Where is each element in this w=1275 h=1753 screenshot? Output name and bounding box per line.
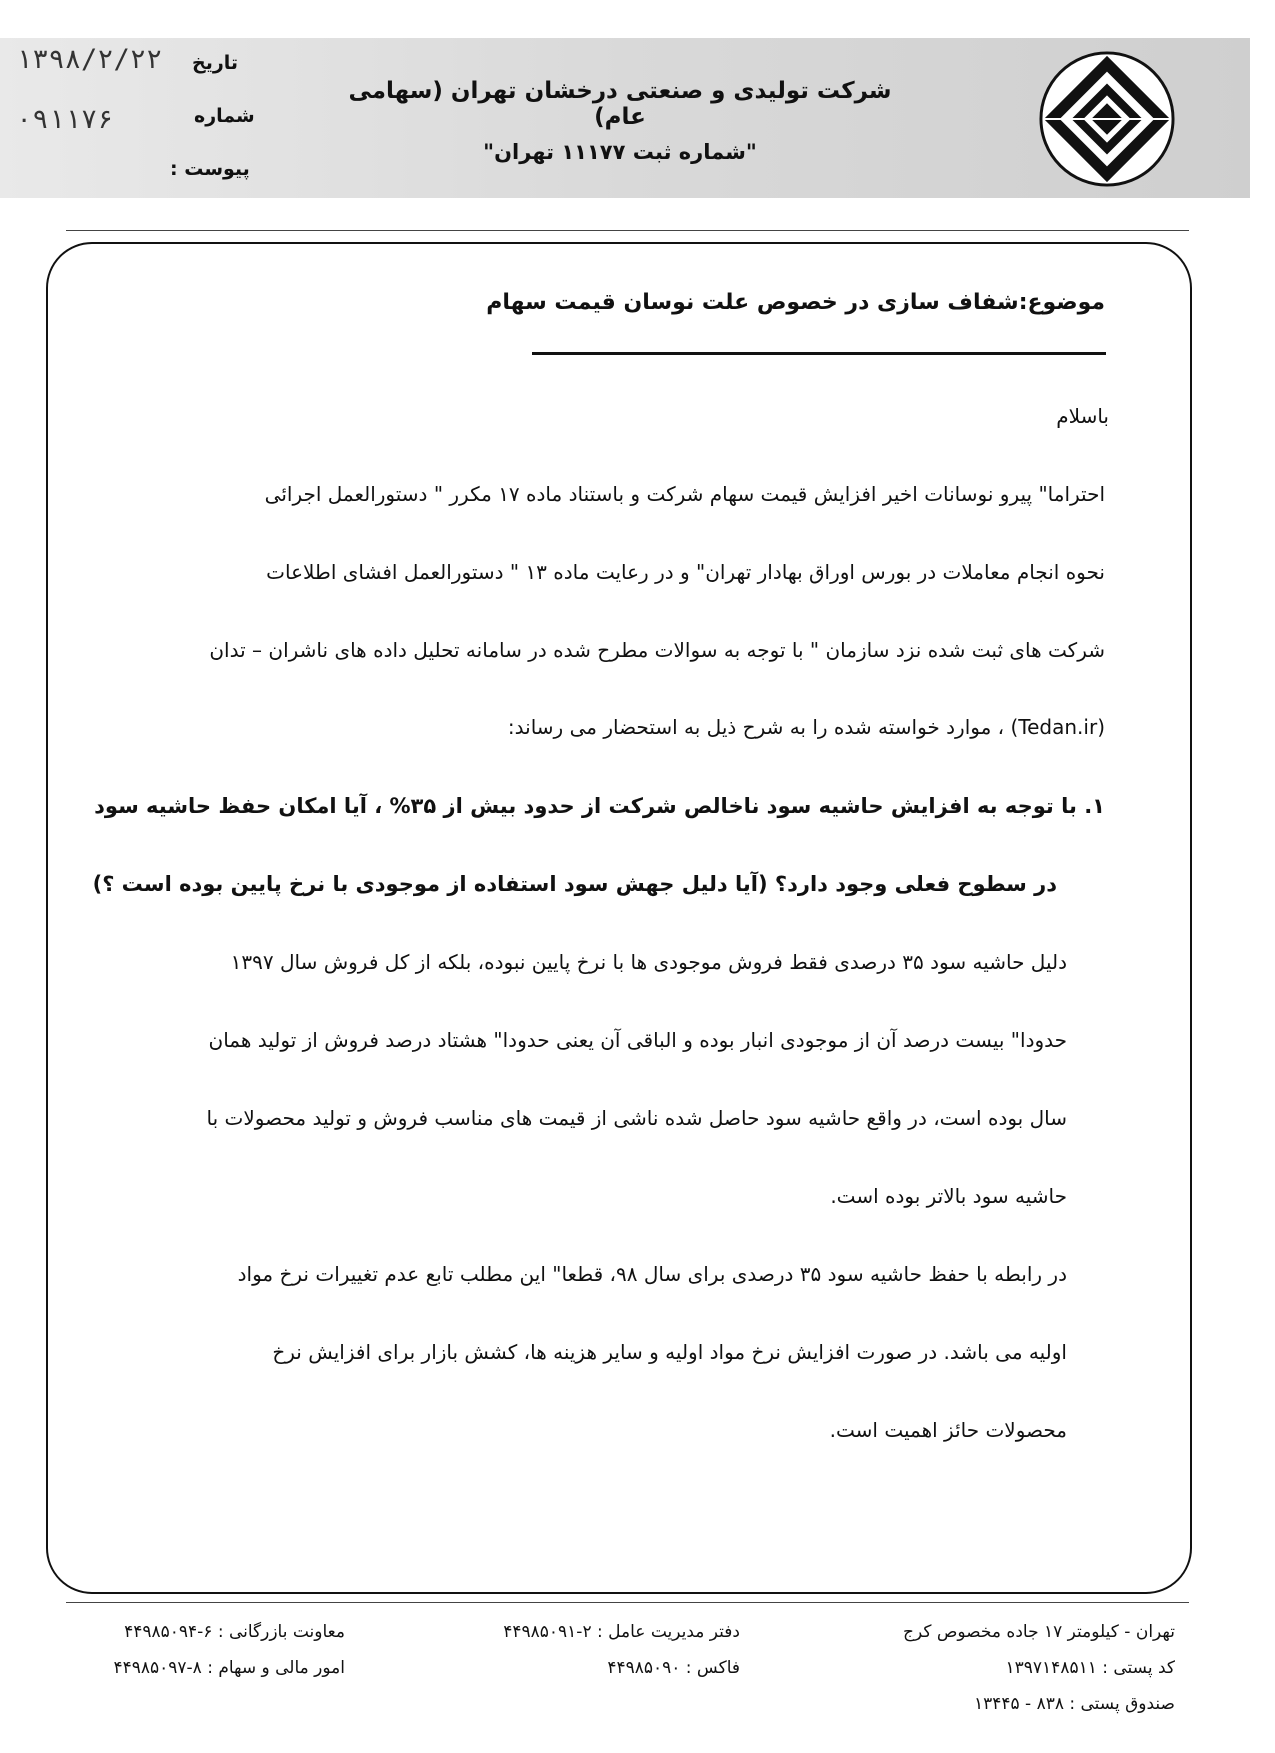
footer-fax: فاکس : ۴۴۹۸۵۰۹۰ [607, 1658, 740, 1678]
subject-line: موضوع:شفاف سازی در خصوص علت نوسان قیمت سهام [486, 290, 1105, 315]
date-value: ۱۳۹۸/۲/۲۲ [16, 44, 163, 75]
question-line-2: در سطوح فعلی وجود دارد؟ (آیا دلیل جهش سود استفاده از موجودی با نرخ پایین بوده است ؟) [92, 872, 1057, 896]
subject-underline [532, 352, 1106, 355]
header-divider [66, 230, 1189, 231]
intro-line-4: (Tedan.ir) ، موارد خواسته شده را به شرح ذیل به استحضار می رساند: [507, 715, 1105, 739]
company-logo-icon [1038, 50, 1176, 188]
answer1-line-4: حاشیه سود بالاتر بوده است. [830, 1184, 1067, 1208]
footer-po-box: صندوق پستی : ۸۳۸ - ۱۳۴۴۵ [973, 1694, 1175, 1714]
registration-number: "شماره ثبت ۱۱۱۷۷ تهران" [483, 140, 757, 164]
attachment-label: پیوست : [170, 158, 250, 180]
footer-divider [66, 1602, 1189, 1603]
answer1-line-3: سال بوده است، در واقع حاشیه سود حاصل شده ناشی از قیمت های مناسب فروش و تولید محصولات با [206, 1106, 1067, 1130]
answer2-line-2: اولیه می باشد. در صورت افزایش نرخ مواد اولیه و سایر هزینه ها، کشش بازار برای افزایش نرخ [272, 1340, 1067, 1364]
footer-finance-shares: امور مالی و سهام : ۸-۴۴۹۸۵۰۹۷ [113, 1658, 345, 1678]
footer-address: تهران - کیلومتر ۱۷ جاده مخصوص کرج [903, 1622, 1175, 1642]
number-value: ۰۹۱۱۷۶ [16, 104, 114, 135]
question-line-1: ۱. با توجه به افزایش حاشیه سود ناخالص شرکت از حدود بیش از ۳۵% ، آیا امکان حفظ حاشیه سود [94, 794, 1105, 818]
date-label: تاریخ [192, 52, 239, 74]
letter-frame [46, 242, 1192, 1594]
answer1-line-2: حدودا" بیست درصد آن از موجودی انبار بوده و الباقی آن یعنی حدودا" هشتاد درصد فروش از تولید همان [208, 1028, 1067, 1052]
company-name: شرکت تولیدی و صنعتی درخشان تهران (سهامی عام) [348, 78, 892, 130]
greeting: باسلام [1056, 404, 1109, 428]
answer2-line-3: محصولات حائز اهمیت است. [829, 1418, 1067, 1442]
footer-commercial-deputy: معاونت بازرگانی : ۶-۴۴۹۸۵۰۹۴ [124, 1622, 345, 1642]
footer-ceo-office: دفتر مدیریت عامل : ۲-۴۴۹۸۵۰۹۱ [503, 1622, 740, 1642]
intro-line-2: نحوه انجام معاملات در بورس اوراق بهادار تهران" و در رعایت ماده ۱۳ " دستورالعمل افشای اطلاعات [266, 560, 1105, 584]
footer-postal-code: کد پستی : ۱۳۹۷۱۴۸۵۱۱ [1005, 1658, 1175, 1678]
intro-line-1: احتراما" پیرو نوسانات اخیر افزایش قیمت سهام شرکت و باستناد ماده ۱۷ مکرر " دستورالعمل اجرائی [264, 482, 1105, 506]
intro-line-3: شرکت های ثبت شده نزد سازمان " با توجه به سوالات مطرح شده در سامانه تحلیل داده های ناشران – تدان [209, 638, 1105, 662]
number-label: شماره [194, 105, 255, 127]
answer2-line-1: در رابطه با حفظ حاشیه سود ۳۵ درصدی برای سال ۹۸، قطعا" این مطلب تابع عدم تغییرات نرخ مواد [237, 1262, 1067, 1286]
answer1-line-1: دلیل حاشیه سود ۳۵ درصدی فقط فروش موجودی ها با نرخ پایین نبوده، بلکه از کل فروش سال ۱۳۹۷ [230, 950, 1067, 974]
